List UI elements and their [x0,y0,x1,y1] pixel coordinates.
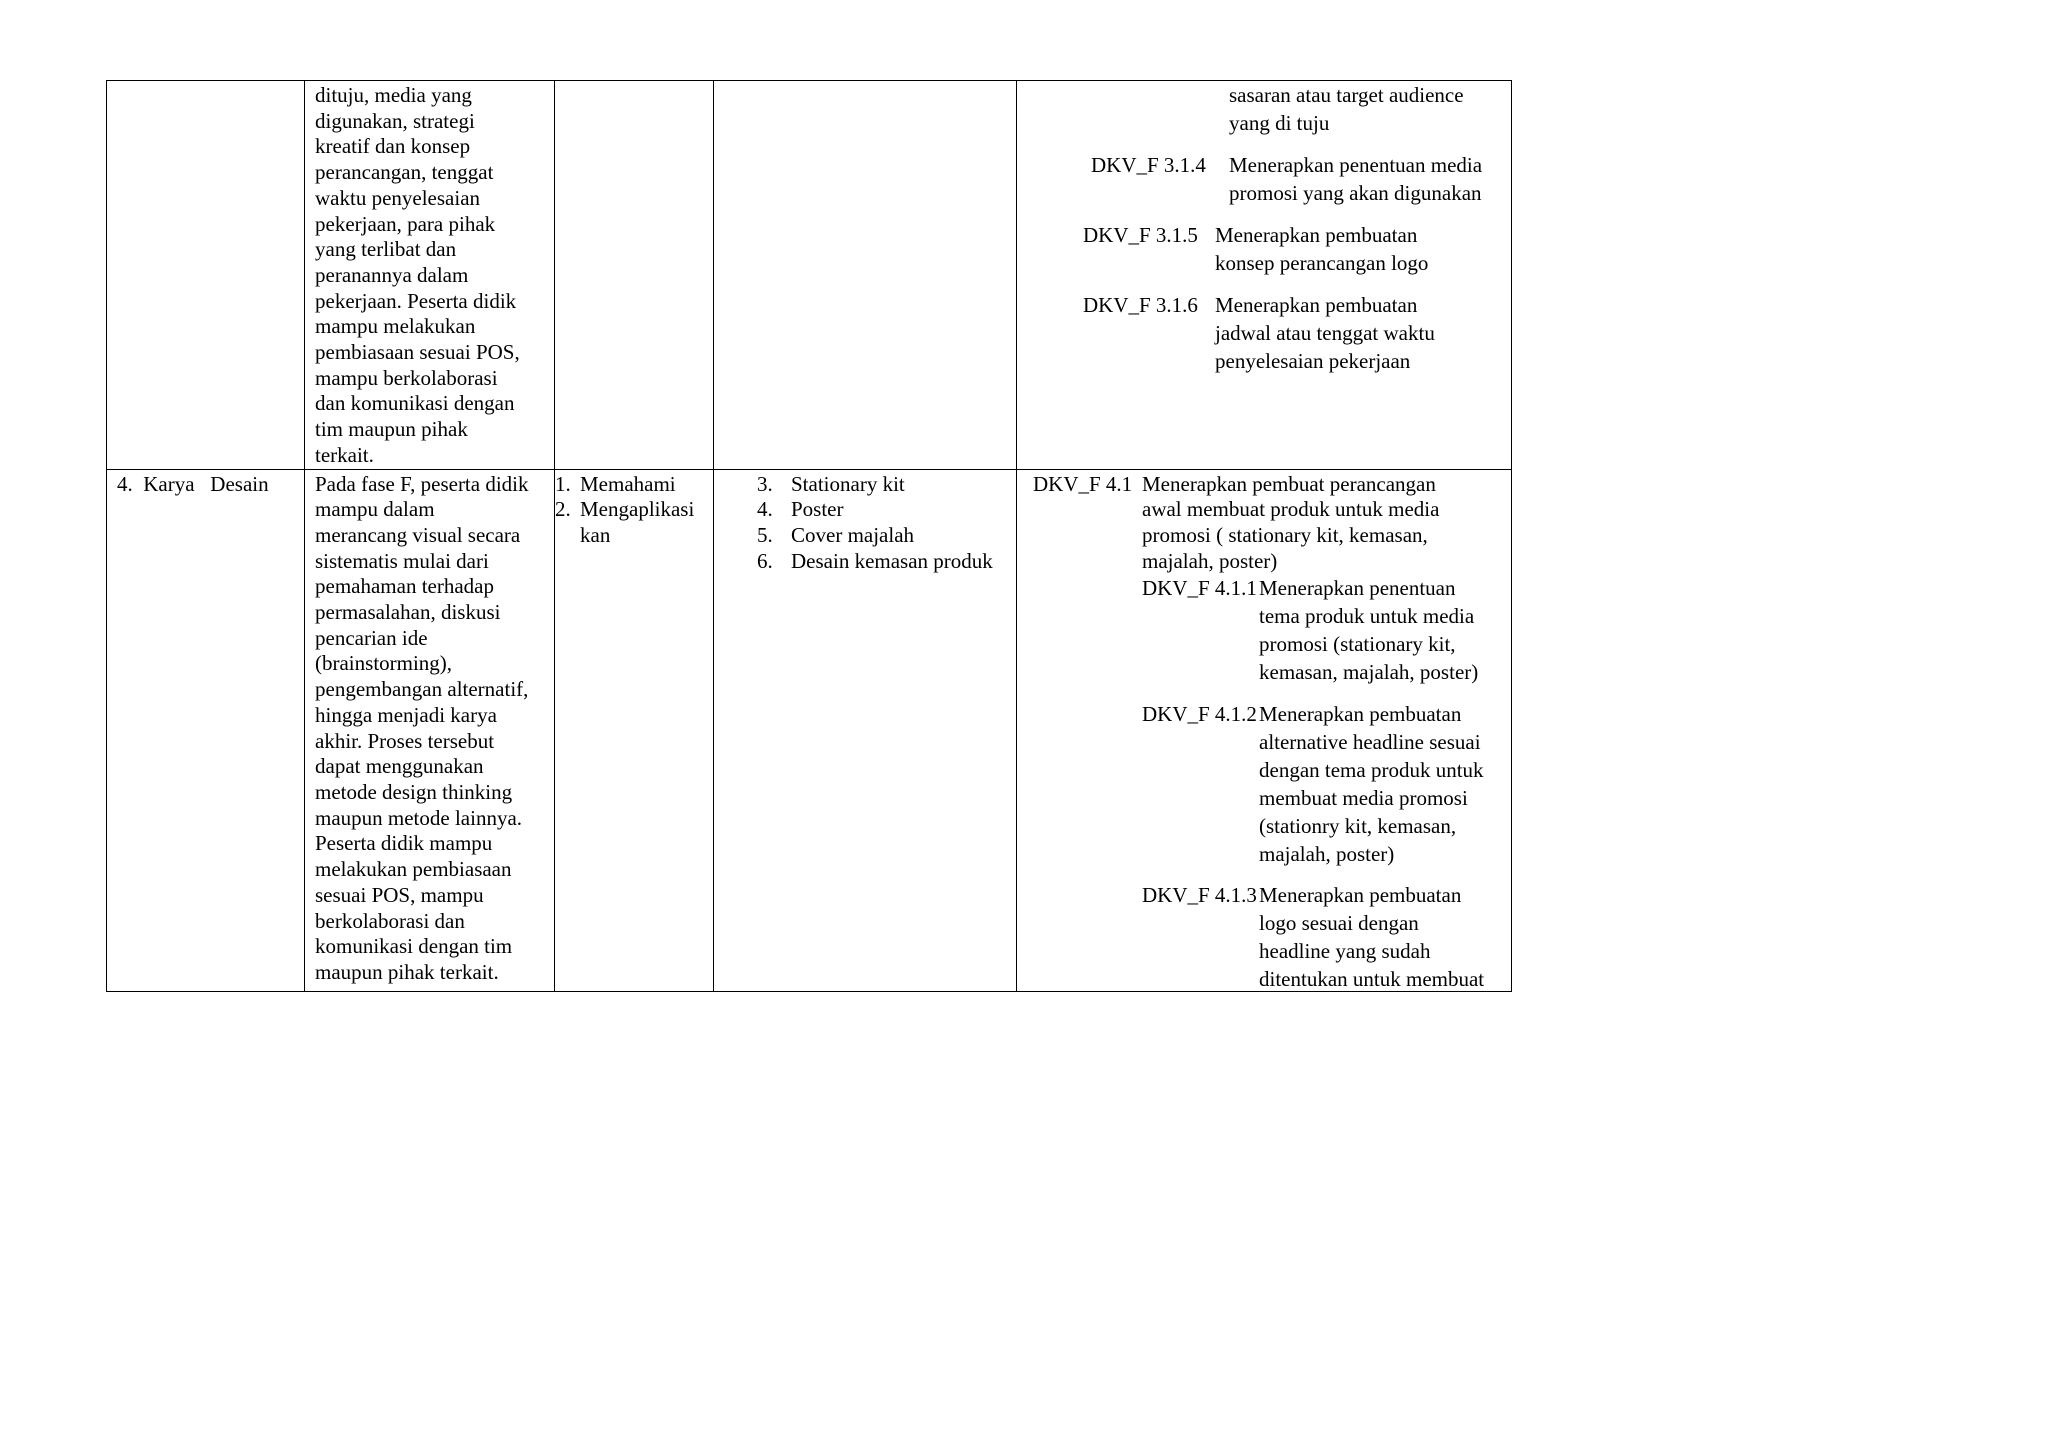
element-label: 4. Karya Desain [117,471,269,496]
tp-text: Menerapkan pembuatan logo sesuai dengan headline yang sudah ditentukan untuk membuat [1259,882,1485,991]
tp-main-first: Menerapkan pembuat perancangan [1142,471,1436,496]
list-text: Mengaplikasi kan [580,497,695,547]
list-text: Poster [791,497,844,522]
level-cell [555,469,714,991]
description-text: dituju, media yang digunakan, strategi kreatif dan konsep perancangan, tenggat waktu penyelesaian pekerjaan, para pihak yang terlibat dan peranannya dalam pekerjaan. Peserta didik mampu melakukan pembiasaan sesuai POS, mampu berkolaborasi dan komunikasi dengan tim maupun pihak terkait. [315,83,520,467]
element-cell [107,81,305,470]
list-item [757,523,1012,549]
tp-text: Menerapkan pembuatan alternative headline sesuai dengan tema produk untuk membuat media promosi (stationry kit, kemasan, majalah, poster) [1259,701,1484,866]
list-number: 6. [757,548,773,573]
list-number: 4. [757,497,773,522]
tp-continuation [1229,81,1464,137]
table-row [107,469,1512,991]
list-text: Cover majalah [791,522,915,547]
material-cell [714,469,1017,991]
list-text: Stationary kit [791,471,905,496]
element-cell [107,469,305,991]
list-number: 1. [555,471,571,496]
list-number: 2. [555,497,571,522]
tp-code: DKV_F 4.1 [1033,471,1133,496]
curriculum-table [106,80,1512,992]
tp-code: DKV_F 3.1.6 [1083,293,1198,317]
list-item [555,497,709,548]
list-text: Desain kemasan produk [791,548,993,573]
tp-text: Menerapkan pembuatan jadwal atau tenggat waktu penyelesaian pekerjaan [1215,293,1435,373]
list-number: 5. [757,522,773,547]
description-cell [305,469,555,991]
tp-code: DKV_F 4.1.3 [1142,882,1257,907]
tp-text: awal membuat produk untuk media promosi ( stationary kit, kemasan, majalah, poster) [1142,497,1440,573]
material-list [757,472,1012,575]
description-text: Pada fase F, peserta didik mampu dalam merancang visual secara sistematis mulai dari pemahaman terhadap permasalahan, diskusi pencarian ide (brainstorming), pengembangan alternatif, hingga menjadi karya akhir. Proses tersebut dapat menggunakan metode design thinking maupun metode lainnya. Peserta didik mampu melakukan pembiasaan sesuai POS, mampu berkolaborasi dan komunikasi dengan tim maupun pihak terkait. [315,471,529,984]
tp-code: DKV_F 3.1.5 [1083,223,1198,247]
table-row [107,81,1512,470]
material-cell [714,81,1017,470]
list-item [757,472,1012,498]
description-cell [305,81,555,470]
list-text: Memahami [580,471,676,496]
tp-cell [1017,469,1512,991]
tp-continuation-text: sasaran atau target audience yang di tuju [1229,83,1464,135]
list-number: 3. [757,471,773,496]
list-item [757,549,1012,575]
tp-code: DKV_F 3.1.4 [1091,153,1206,177]
level-cell [555,81,714,470]
level-list [555,472,709,549]
tp-cell [1017,81,1512,470]
tp-text: Menerapkan pembuatan konsep perancangan logo [1215,223,1429,275]
list-item [555,472,709,498]
tp-text: Menerapkan penentuan tema produk untuk media promosi (stationary kit, kemasan, majalah, poster) [1259,575,1479,684]
tp-code: DKV_F 4.1.1 [1142,575,1257,600]
tp-text: Menerapkan penentuan media promosi yang akan digunakan [1229,153,1483,205]
tp-code: DKV_F 4.1.2 [1142,701,1257,726]
list-item [757,497,1012,523]
